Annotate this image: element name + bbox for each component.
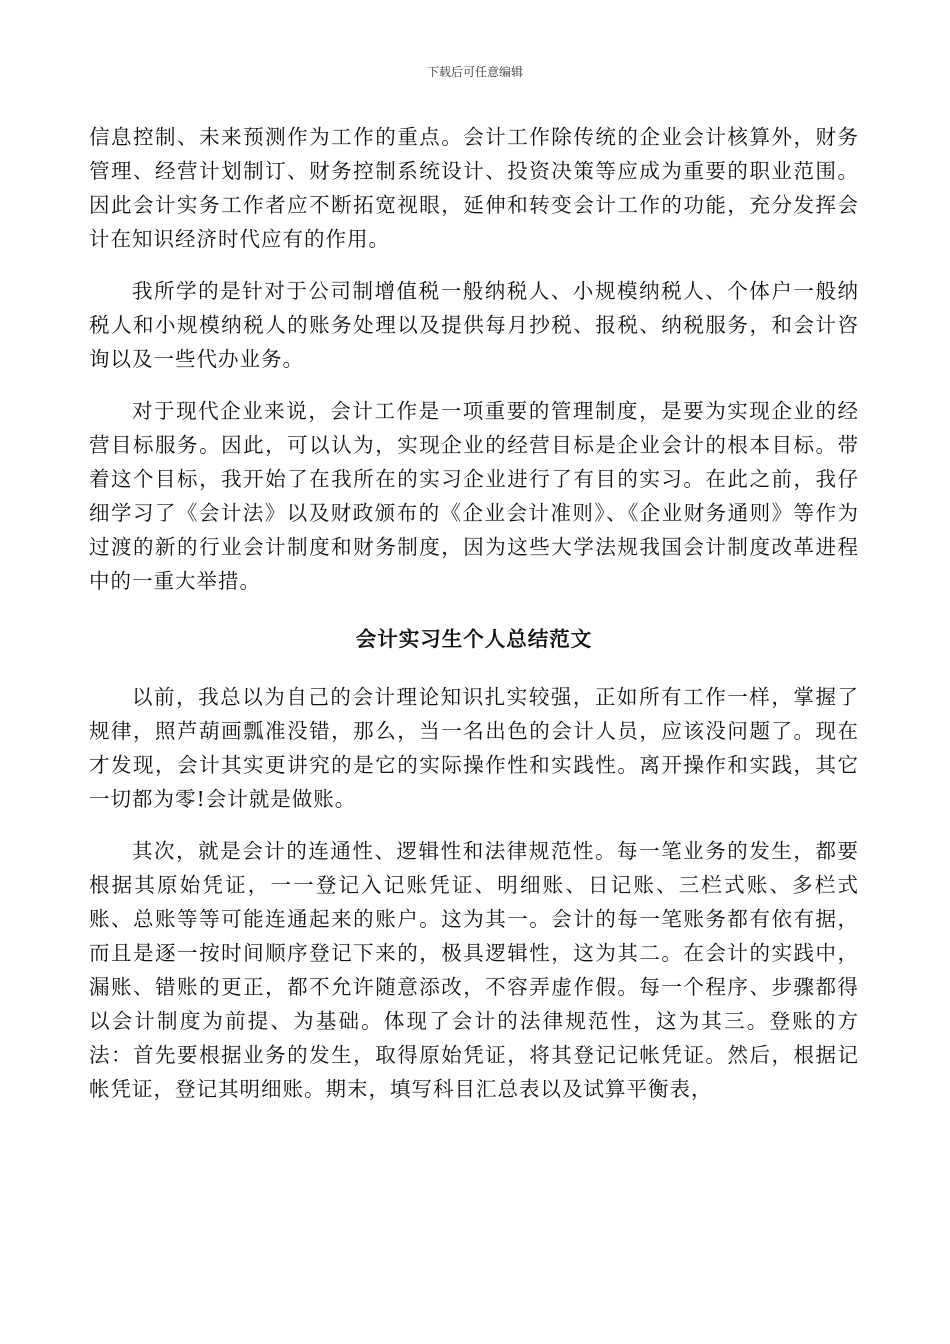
paragraph-3: 对于现代企业来说，会计工作是一项重要的管理制度，是要为实现企业的经营目标服务。因此，可以认为，实现企业的经营目标是企业会计的根本目标。带着这个目标，我开始了在我所在的实习企业进行了有目的实习。在此之前，我仔细学习了《会计法》以及财政颁布的《企业会计准则》、《企业财务通则》等作为过渡的新的行业会计制度和财务制度，因为这些大学法规我国会计制度改革进程中的一重大举措。	[89, 399, 859, 593]
document-body	[89, 120, 859, 1106]
paragraph-gap	[89, 598, 859, 616]
paragraph-gap	[89, 256, 859, 274]
page-header: 下载后可任意编辑	[426, 65, 523, 79]
section-title: 会计实习生个人总结范文	[355, 627, 593, 651]
paragraph-gap	[89, 376, 859, 394]
paragraph-4: 以前，我总以为自己的会计理论知识扎实较强，正如所有工作一样，掌握了规律，照芦葫画瓢准没错，那么，当一名出色的会计人员，应该没问题了。现在才发现，会计其实更讲究的是它的实际操作性和实践性。离开操作和实践，其它一切都为零!会计就是做账。	[89, 685, 859, 811]
paragraph-1: 信息控制、未来预测作为工作的重点。会计工作除传统的企业会计核算外，财务管理、经营计划制订、财务控制系统设计、投资决策等应成为重要的职业范围。因此会计实务工作者应不断拓宽视眼，延伸和转变会计工作的功能，充分发挥会计在知识经济时代应有的作用。	[89, 125, 859, 251]
paragraph-5: 其次，就是会计的连通性、逻辑性和法律规范性。每一笔业务的发生，都要根据其原始凭证，一一登记入记账凭证、明细账、日记账、三栏式账、多栏式账、总账等等可能连通起来的账户。这为其一。会计的每一笔账务都有依有据，而且是逐一按时间顺序登记下来的，极具逻辑性，这为其二。在会计的实践中，漏账、错账的更正，都不允许随意添改，不容弄虚作假。每一个程序、步骤都得以会计制度为前提、为基础。体现了会计的法律规范性，这为其三。登账的方法：首先要根据业务的发生，取得原始凭证，将其登记记帐凭证。然后，根据记帐凭证，登记其明细账。期末，填写科目汇总表以及试算平衡表，	[89, 839, 859, 1101]
paragraph-2: 我所学的是针对于公司制增值税一般纳税人、小规模纳税人、个体户一般纳税人和小规模纳税人的账务处理以及提供每月抄税、报税、纳税服务，和会计咨询以及一些代办业务。	[89, 279, 859, 371]
paragraph-gap	[89, 662, 859, 680]
paragraph-gap	[89, 816, 859, 834]
